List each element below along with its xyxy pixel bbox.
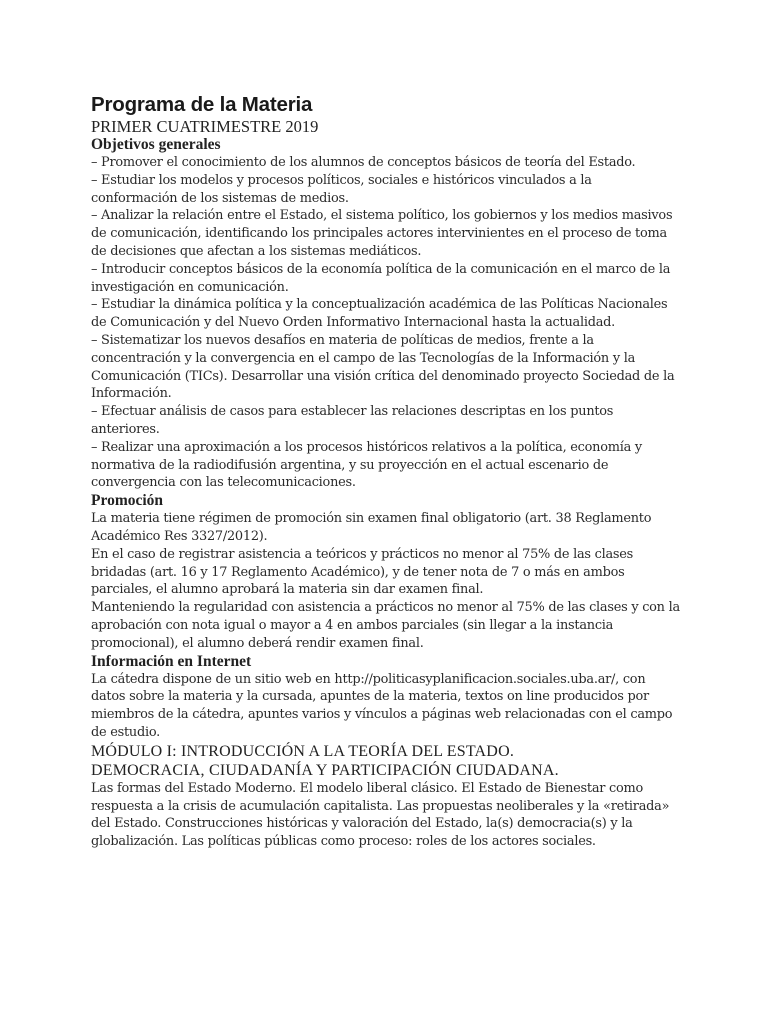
module-paragraph: Las formas del Estado Moderno. El modelo liberal clásico. El Estado de Bienestar como respuesta a la crisis de acumulación capitalista. Las propuestas neoliberales y la «retirada» del Estado. Construcciones históricas y valoración del Estado, la(s) democracia(s) y la globalización. Las políticas públicas como proceso: roles de los actores sociales. bbox=[91, 780, 670, 850]
semester-label: PRIMER CUATRIMESTRE 2019 bbox=[91, 117, 319, 136]
objective-item: – Realizar una aproximación a los procesos históricos relativos a la política, economía y normativa de la radiodifusión argentina, y su proyección en el actual escenario de convergencia con las telecomunicaciones. bbox=[91, 439, 642, 491]
promotion-heading: Promoción bbox=[91, 492, 164, 510]
objective-item: – Efectuar análisis de casos para establecer las relaciones descriptas en los puntos anteriores. bbox=[91, 404, 614, 437]
objective-item: – Introducir conceptos básicos de la economía política de la comunicación en el marco de la investigación en comunicación. bbox=[91, 261, 671, 295]
objectives-list bbox=[91, 154, 681, 492]
objective-item: – Sistematizar los nuevos desafíos en materia de políticas de medios, frente a la concentración y la convergencia en el campo de las Tecnologías de la Información y la Comunicación (TICs). Desarrollar una visión crítica del denominado proyecto Sociedad de la Información. bbox=[91, 332, 675, 402]
module-heading-line1: MÓDULO I: INTRODUCCIÓN A LA TEORÍA DEL ESTADO. bbox=[91, 742, 515, 760]
objective-item: – Analizar la relación entre el Estado, el sistema político, los gobiernos y los medios masivos de comunicación, identificando los principales actores intervinientes en el proceso de toma de decisiones que afectan a los sistemas mediáticos. bbox=[91, 208, 673, 259]
promotion-paragraph: La materia tiene régimen de promoción sin examen final obligatorio (art. 38 Reglamento Académico Res 3327/2012). bbox=[91, 511, 652, 544]
module-heading-line2: DEMOCRACIA, CIUDADANÍA Y PARTICIPACIÓN CIUDADANA. bbox=[91, 761, 559, 779]
document-page bbox=[91, 93, 681, 851]
objectives-heading: Objetivos generales bbox=[91, 136, 221, 153]
objective-item: – Estudiar los modelos y procesos políticos, sociales e históricos vinculados a la conformación de los sistemas de medios. bbox=[91, 172, 592, 206]
objective-item: – Estudiar la dinámica política y la conceptualización académica de las Políticas Nacionales de Comunicación y del Nuevo Orden Informativo Internacional hasta la actualidad. bbox=[91, 297, 668, 331]
internet-paragraph: La cátedra dispone de un sitio web en http://politicasyplanificacion.sociales.uba.ar/, con datos sobre la materia y la cursada, apuntes de la materia, textos on line producidos por miembros de la cátedra, apuntes varios y vínculos a páginas web relacionadas con el campo de estudio. bbox=[91, 671, 673, 740]
page-title: Programa de la Materia bbox=[91, 93, 313, 116]
objective-item: – Promover el conocimiento de los alumnos de conceptos básicos de teoría del Estado. bbox=[91, 155, 636, 170]
promotion-paragraph: En el caso de registrar asistencia a teóricos y prácticos no menor al 75% de las clases bridadas (art. 16 y 17 Reglamento Académico), y de tener nota de 7 o más en ambos parciales, el alumno aprobará la materia sin dar examen final. bbox=[91, 546, 634, 598]
promotion-paragraph: Manteniendo la regularidad con asistencia a prácticos no menor al 75% de las clases y con la aprobación con nota igual o mayor a 4 en ambos parciales (sin llegar a la instancia promocional), el alumno deberá rendir examen final. bbox=[91, 600, 680, 651]
internet-heading: Información en Internet bbox=[91, 652, 252, 670]
